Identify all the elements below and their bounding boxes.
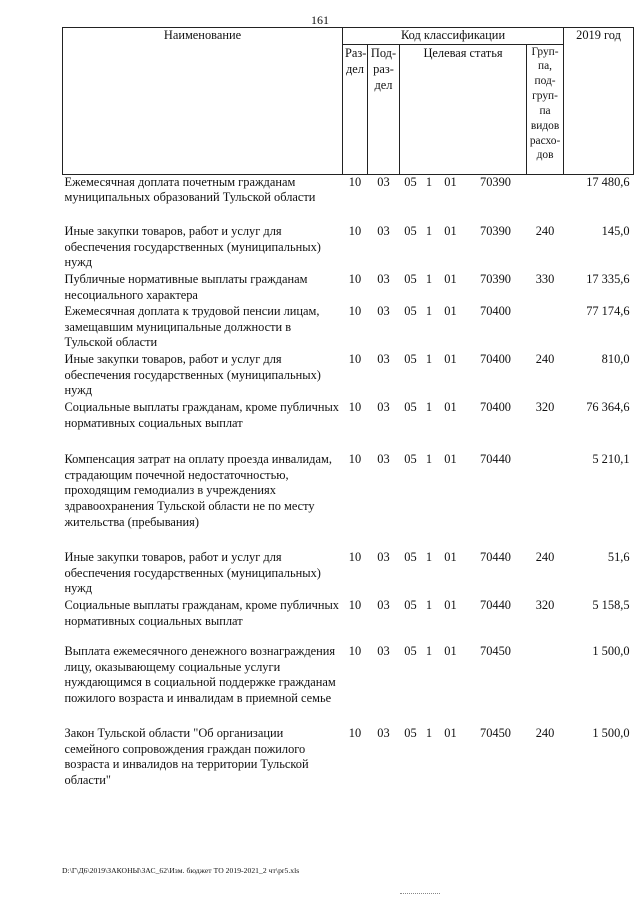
- row-group: [527, 644, 564, 726]
- row-target-1: 05: [404, 352, 417, 367]
- row-target-1: 05: [404, 224, 417, 239]
- row-target-2: 1: [425, 644, 433, 659]
- row-name: Компенсация затрат на оплату проезда инвалидам, страдающим почечной недостаточностью, проходящим гемодиализ в учреждениях здравоохранения Тульской области не по месту жительства (пребывания): [64, 452, 332, 529]
- row-podrazdel: 03: [377, 644, 390, 659]
- row-target-1: 05: [404, 726, 417, 741]
- row-target-1: 05: [404, 400, 417, 415]
- row-razdel: 10: [348, 400, 362, 415]
- row-name: Ежемесячная доплата к трудовой пенсии лицам, замещавшим муниципальные должности в Тульской области: [64, 304, 320, 350]
- table-row: [63, 726, 634, 789]
- footer-scan-mark: [400, 893, 440, 898]
- row-name: Иные закупки товаров, работ и услуг для обеспечения государственных (муниципальных) нужд: [64, 352, 321, 398]
- table-row: [63, 400, 634, 452]
- table-row: [63, 550, 634, 598]
- row-target-4: 70400: [480, 400, 511, 415]
- row-podrazdel: 03: [377, 550, 390, 565]
- page-number: 161: [311, 13, 329, 27]
- row-group: 330: [535, 272, 555, 287]
- row-podrazdel: 03: [377, 224, 390, 239]
- row-target-3: 01: [444, 598, 457, 613]
- row-amount: 76 364,6: [586, 400, 630, 415]
- table-row: [63, 272, 634, 304]
- row-target-2: 1: [425, 400, 433, 415]
- row-name: Иные закупки товаров, работ и услуг для обеспечения государственных (муниципальных) нужд: [64, 550, 321, 596]
- row-group: 240: [535, 726, 555, 741]
- table-row: [63, 452, 634, 550]
- row-name: Социальные выплаты гражданам, кроме публичных нормативных социальных выплат: [64, 400, 339, 430]
- row-target-3: 01: [444, 400, 457, 415]
- table-row: [63, 224, 634, 272]
- row-target-4: 70390: [480, 224, 511, 239]
- header-target: Целевая статья: [400, 44, 527, 174]
- row-razdel: 10: [348, 726, 362, 741]
- row-target-4: 70400: [480, 304, 511, 319]
- row-target-4: 70390: [480, 272, 511, 287]
- row-razdel: 10: [348, 224, 362, 239]
- row-target-2: 1: [425, 272, 433, 287]
- row-target-2: 1: [425, 452, 433, 467]
- row-target-3: 01: [444, 644, 457, 659]
- budget-table: [62, 27, 634, 789]
- row-razdel: 10: [348, 598, 362, 613]
- row-target-2: 1: [425, 224, 433, 239]
- row-target-2: 1: [425, 352, 433, 367]
- row-podrazdel: 03: [377, 304, 390, 319]
- row-razdel: 10: [348, 174, 362, 189]
- row-target-3: 01: [444, 352, 457, 367]
- row-target-1: 05: [404, 174, 417, 189]
- row-target-4: 70440: [480, 550, 511, 565]
- row-name: Социальные выплаты гражданам, кроме публичных нормативных социальных выплат: [64, 598, 339, 628]
- row-razdel: 10: [348, 304, 362, 319]
- row-amount: 810,0: [601, 352, 630, 367]
- row-amount: 1 500,0: [592, 644, 630, 659]
- row-target-1: 05: [404, 598, 417, 613]
- table-header: [63, 28, 634, 175]
- row-target-3: 01: [444, 272, 457, 287]
- row-target-3: 01: [444, 304, 457, 319]
- row-amount: 17 480,6: [586, 174, 630, 189]
- row-amount: 5 210,1: [592, 452, 630, 467]
- row-target-3: 01: [444, 224, 457, 239]
- row-target-4: 70400: [480, 352, 511, 367]
- row-group: 240: [535, 550, 555, 565]
- row-target-4: 70450: [480, 726, 511, 741]
- row-podrazdel: 03: [377, 400, 390, 415]
- row-razdel: 10: [348, 550, 362, 565]
- header-razdel: Раз- дел: [343, 44, 368, 174]
- row-target-3: 01: [444, 174, 457, 189]
- row-name: Закон Тульской области "Об организации семейного сопровождения граждан пожилого возраста и инвалидов на территории Тульской области": [64, 726, 309, 787]
- row-podrazdel: 03: [377, 352, 390, 367]
- row-group: 320: [535, 400, 555, 415]
- row-target-4: 70440: [480, 598, 511, 613]
- row-name: Ежемесячная доплата почетным гражданам муниципальных образований Тульской области: [64, 174, 316, 205]
- row-podrazdel: 03: [377, 726, 390, 741]
- row-podrazdel: 03: [377, 598, 390, 613]
- row-name: Иные закупки товаров, работ и услуг для обеспечения государственных (муниципальных) нужд: [64, 224, 321, 270]
- row-target-2: 1: [425, 726, 433, 741]
- table-row: [63, 644, 634, 726]
- row-target-3: 01: [444, 550, 457, 565]
- table-row: [63, 598, 634, 644]
- header-group: Груп- па, под- груп- па видов расхо- дов: [527, 44, 564, 174]
- row-razdel: 10: [348, 644, 362, 659]
- row-group: 320: [535, 598, 555, 613]
- row-target-2: 1: [425, 598, 433, 613]
- row-amount: 77 174,6: [586, 304, 630, 319]
- row-target-4: 70440: [480, 452, 511, 467]
- header-year: 2019 год: [564, 28, 634, 175]
- header-classification-code: Код классификации: [343, 28, 564, 45]
- table-body: [63, 174, 634, 789]
- row-target-2: 1: [425, 304, 433, 319]
- footer-file-path: D:\Г\Д6\2019\ЗАКОНЫ\ЗАС_62\Изм. бюджет ТО 2019-2021_2 чт\pr5.xls: [62, 866, 300, 875]
- row-amount: 1 500,0: [592, 726, 630, 741]
- row-target-4: 70390: [480, 174, 511, 189]
- row-amount: 5 158,5: [592, 598, 630, 613]
- row-name: Публичные нормативные выплаты гражданам несоциального характера: [64, 272, 308, 302]
- row-podrazdel: 03: [377, 272, 390, 287]
- row-group: 240: [535, 224, 555, 239]
- row-name: Выплата ежемесячного денежного вознаграждения лицу, оказывающему социальные услуги нуждающимся в социальной поддержке гражданам пожилого возраста и инвалидам в приемной семье: [64, 644, 336, 705]
- row-razdel: 10: [348, 352, 362, 367]
- row-target-1: 05: [404, 550, 417, 565]
- row-group: [527, 452, 564, 550]
- row-razdel: 10: [348, 272, 362, 287]
- row-group: [527, 174, 564, 224]
- table-row: [63, 304, 634, 352]
- row-target-1: 05: [404, 644, 417, 659]
- row-amount: 17 335,6: [586, 272, 630, 287]
- table-row: [63, 174, 634, 224]
- row-podrazdel: 03: [377, 452, 390, 467]
- header-name: Наименование: [63, 28, 343, 175]
- row-target-4: 70450: [480, 644, 511, 659]
- row-group: 240: [535, 352, 555, 367]
- row-target-2: 1: [425, 174, 433, 189]
- row-podrazdel: 03: [377, 174, 390, 189]
- row-amount: 145,0: [601, 224, 630, 239]
- row-target-1: 05: [404, 452, 417, 467]
- row-group: [527, 304, 564, 352]
- row-razdel: 10: [348, 452, 362, 467]
- row-amount: 51,6: [607, 550, 630, 565]
- table-row: [63, 352, 634, 400]
- row-target-2: 1: [425, 550, 433, 565]
- row-target-1: 05: [404, 272, 417, 287]
- row-target-1: 05: [404, 304, 417, 319]
- header-podrazdel: Под- раз- дел: [368, 44, 400, 174]
- row-target-3: 01: [444, 452, 457, 467]
- row-target-3: 01: [444, 726, 457, 741]
